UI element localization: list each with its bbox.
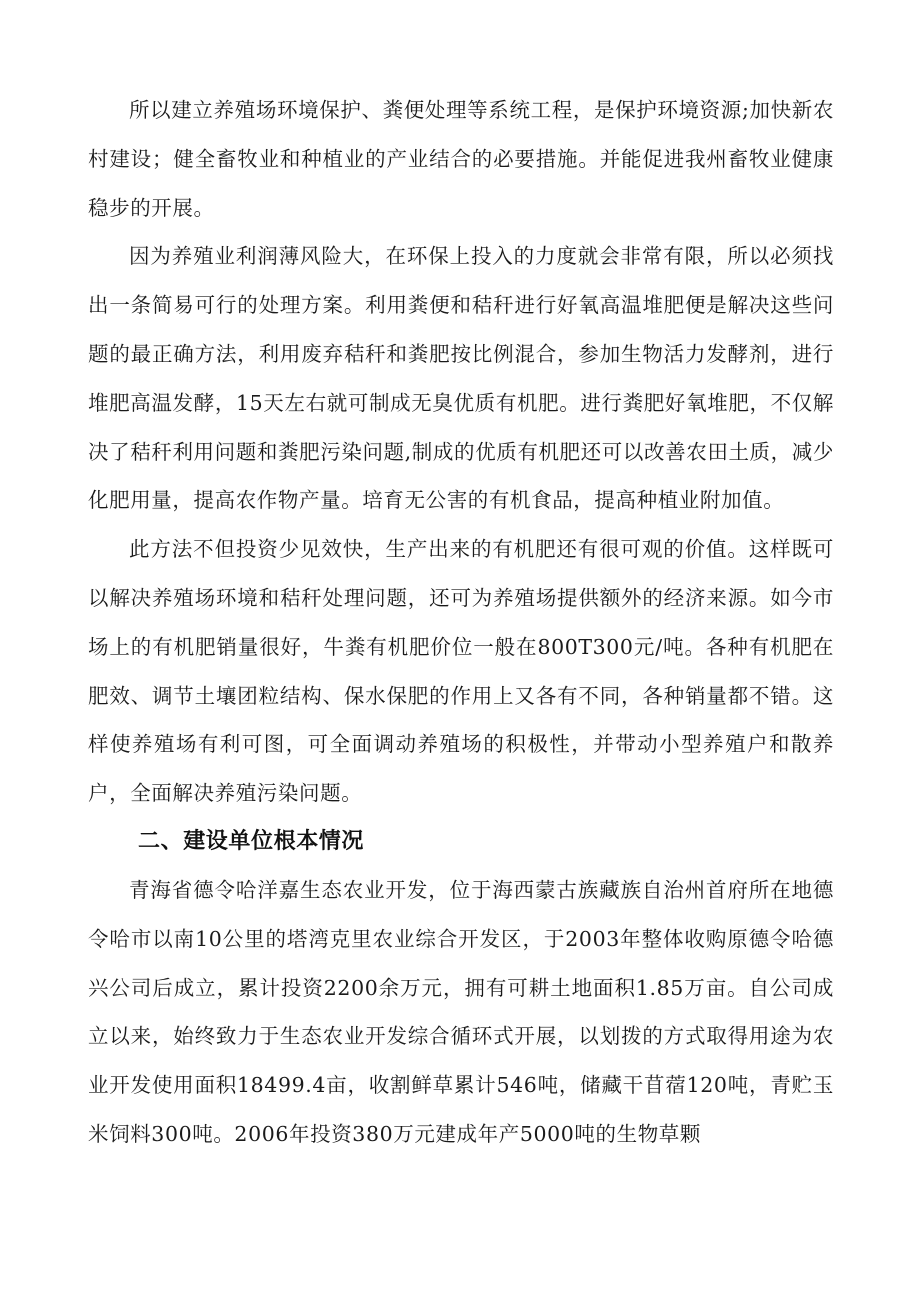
paragraph-organic-fertilizer-value: 此方法不但投资少见效快，生产出来的有机肥还有很可观的价值。这样既可以解决养殖场环境和秸秆处理问题，还可为养殖场提供额外的经济来源。如今市场上的有机肥销量很好，牛粪有机肥价位一般在800T300元/吨。各种有机肥在肥效、调节土壤团粒结构、保水保肥的作用上又各有不同，各种销量都不错。这样使养殖场有利可图，可全面调动养殖场的积极性，并带动小型养殖户和散养户，全面解决养殖污染问题。 — [88, 537, 834, 806]
paragraph-compost-solution: 因为养殖业利润薄风险大，在环保上投入的力度就会非常有限，所以必须找出一条简易可行的处理方案。利用粪便和秸秆进行好氧高温堆肥便是解决这些问题的最正确方法，利用废弃秸秆和粪肥按比例混合，参加生物活力发酵剂，进行堆肥高温发酵，15天左右就可制成无臭优质有机肥。进行粪肥好氧堆肥，不仅解决了秸秆利用问题和粪肥污染问题,制成的优质有机肥还可以改善农田土质，减少化肥用量，提高农作物产量。培育无公害的有机食品，提高种植业附加值。 — [88, 244, 834, 513]
paragraph-company-overview: 青海省德令哈洋嘉生态农业开发，位于海西蒙古族藏族自治州首府所在地德令哈市以南10公里的塔湾克里农业综合开发区，于2003年整体收购原德令哈德兴公司后成立，累计投资2200余万元，拥有可耕土地面积1.85万亩。自公司成立以来，始终致力于生态农业开发综合循环式开展，以划拨的方式取得用途为农业开发使用面积18499.4亩，收割鲜草累计546吨，储藏干苜蓿120吨，青贮玉米饲料300吨。2006年投资380万元建成年产5000吨的生物草颗 — [88, 877, 834, 1146]
section-heading: 二、建设单位根本情况 — [138, 828, 365, 854]
document-page — [88, 86, 834, 1159]
paragraph-environmental-protection: 所以建立养殖场环境保护、粪便处理等系统工程，是保护环境资源;加快新农村建设；健全畜牧业和种植业的产业结合的必要措施。并能促进我州畜牧业健康稳步的开展。 — [88, 98, 834, 220]
